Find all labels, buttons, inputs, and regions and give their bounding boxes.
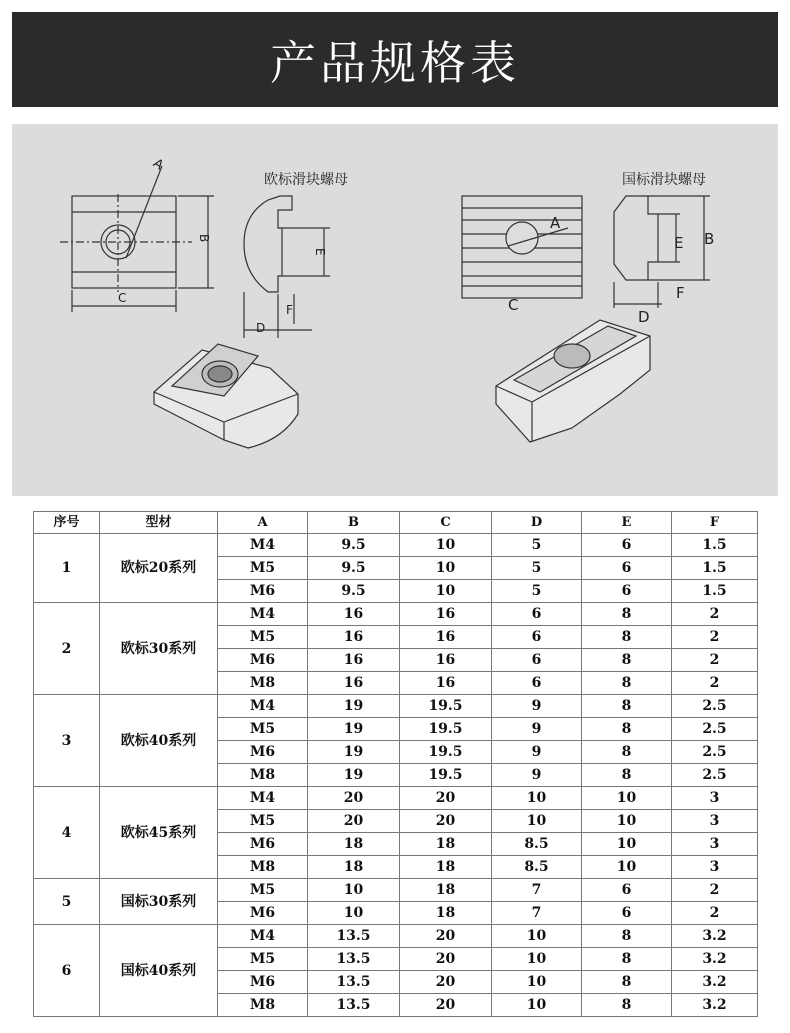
cell-c: 16 <box>400 603 492 626</box>
cell-a: M6 <box>218 971 308 994</box>
cell-b: 19 <box>308 718 400 741</box>
cell-b: 13.5 <box>308 971 400 994</box>
cell-b: 16 <box>308 603 400 626</box>
cell-e: 8 <box>582 948 672 971</box>
cell-a: M5 <box>218 879 308 902</box>
cell-c: 18 <box>400 856 492 879</box>
cell-d: 10 <box>492 994 582 1017</box>
cell-a: M8 <box>218 672 308 695</box>
dim-f-label: F <box>286 303 293 317</box>
cell-e: 10 <box>582 833 672 856</box>
cell-e: 8 <box>582 672 672 695</box>
cell-e: 10 <box>582 856 672 879</box>
cell-e: 8 <box>582 626 672 649</box>
cell-b: 16 <box>308 672 400 695</box>
cell-b: 9.5 <box>308 580 400 603</box>
group-number: 6 <box>34 925 100 1017</box>
cell-f: 3 <box>672 856 758 879</box>
eu-label: 欧标滑块螺母 <box>264 172 348 188</box>
cn-dim-a-label: A <box>550 214 561 232</box>
cn-dim-e-label: E <box>674 234 684 252</box>
cell-b: 18 <box>308 856 400 879</box>
group-profile-type: 国标30系列 <box>100 879 218 925</box>
cell-c: 20 <box>400 810 492 833</box>
cell-c: 16 <box>400 626 492 649</box>
cell-d: 5 <box>492 534 582 557</box>
table-row <box>34 534 758 557</box>
cell-a: M5 <box>218 948 308 971</box>
cell-a: M5 <box>218 626 308 649</box>
cell-a: M4 <box>218 534 308 557</box>
cell-d: 8.5 <box>492 856 582 879</box>
cell-e: 8 <box>582 695 672 718</box>
dim-a-label: A <box>150 155 167 174</box>
cell-c: 19.5 <box>400 764 492 787</box>
cell-c: 10 <box>400 580 492 603</box>
cell-f: 3.2 <box>672 948 758 971</box>
page-title: 产品规格表 <box>270 35 520 90</box>
table-row <box>34 695 758 718</box>
dim-c-label: C <box>118 291 127 305</box>
cell-a: M8 <box>218 856 308 879</box>
cell-a: M6 <box>218 649 308 672</box>
cell-a: M6 <box>218 741 308 764</box>
cell-e: 8 <box>582 971 672 994</box>
eu-front-view <box>60 166 214 312</box>
cell-c: 20 <box>400 948 492 971</box>
cell-f: 3.2 <box>672 971 758 994</box>
dim-e-label: E <box>313 248 327 256</box>
group-profile-type: 国标40系列 <box>100 925 218 1017</box>
cell-a: M4 <box>218 925 308 948</box>
cell-f: 2 <box>672 626 758 649</box>
col-header-no: 序号 <box>34 512 100 534</box>
cell-a: M5 <box>218 810 308 833</box>
cell-e: 8 <box>582 994 672 1017</box>
cell-d: 6 <box>492 603 582 626</box>
cell-d: 9 <box>492 695 582 718</box>
cell-f: 2.5 <box>672 741 758 764</box>
cell-d: 10 <box>492 810 582 833</box>
cell-d: 10 <box>492 948 582 971</box>
cell-d: 7 <box>492 879 582 902</box>
cell-e: 6 <box>582 534 672 557</box>
cell-c: 20 <box>400 971 492 994</box>
cell-d: 10 <box>492 787 582 810</box>
cell-f: 2 <box>672 649 758 672</box>
cell-f: 3.2 <box>672 925 758 948</box>
cell-b: 10 <box>308 879 400 902</box>
cell-b: 16 <box>308 626 400 649</box>
cell-e: 6 <box>582 879 672 902</box>
dim-b-label: B <box>197 234 211 243</box>
cn-dim-d-label: D <box>638 308 650 326</box>
cn-dim-f-label: F <box>676 284 685 302</box>
cell-f: 2 <box>672 879 758 902</box>
cell-c: 16 <box>400 649 492 672</box>
cell-a: M4 <box>218 787 308 810</box>
cell-f: 2.5 <box>672 695 758 718</box>
cell-f: 1.5 <box>672 534 758 557</box>
cell-f: 3 <box>672 787 758 810</box>
cell-b: 9.5 <box>308 557 400 580</box>
cell-f: 3 <box>672 833 758 856</box>
col-header-e: E <box>582 512 672 534</box>
cell-a: M6 <box>218 902 308 925</box>
group-number: 2 <box>34 603 100 695</box>
cell-a: M6 <box>218 580 308 603</box>
cell-c: 20 <box>400 994 492 1017</box>
group-profile-type: 欧标20系列 <box>100 534 218 603</box>
cell-d: 7 <box>492 902 582 925</box>
col-header-type: 型材 <box>100 512 218 534</box>
cell-a: M5 <box>218 718 308 741</box>
cell-a: M4 <box>218 603 308 626</box>
table-row <box>34 879 758 902</box>
cell-d: 9 <box>492 718 582 741</box>
cell-e: 8 <box>582 925 672 948</box>
dim-d-label: D <box>256 321 266 335</box>
group-number: 5 <box>34 879 100 925</box>
cell-c: 16 <box>400 672 492 695</box>
cell-a: M8 <box>218 764 308 787</box>
cell-c: 18 <box>400 879 492 902</box>
cell-b: 19 <box>308 764 400 787</box>
cell-f: 2.5 <box>672 764 758 787</box>
cell-e: 6 <box>582 580 672 603</box>
cell-e: 8 <box>582 718 672 741</box>
eu-3d-view <box>154 344 298 448</box>
cell-b: 9.5 <box>308 534 400 557</box>
group-profile-type: 欧标40系列 <box>100 695 218 787</box>
cn-front-view <box>462 196 582 298</box>
cell-f: 1.5 <box>672 580 758 603</box>
cell-d: 6 <box>492 649 582 672</box>
cell-e: 8 <box>582 649 672 672</box>
cell-b: 13.5 <box>308 948 400 971</box>
cell-f: 2 <box>672 603 758 626</box>
cell-c: 20 <box>400 787 492 810</box>
cell-c: 19.5 <box>400 695 492 718</box>
cell-b: 16 <box>308 649 400 672</box>
cell-d: 9 <box>492 741 582 764</box>
col-header-a: A <box>218 512 308 534</box>
spec-table <box>33 511 758 1017</box>
cell-b: 13.5 <box>308 994 400 1017</box>
col-header-d: D <box>492 512 582 534</box>
cell-d: 8.5 <box>492 833 582 856</box>
t-nut-drawing <box>12 124 778 496</box>
cell-c: 20 <box>400 925 492 948</box>
cn-3d-view <box>496 320 650 442</box>
cell-d: 6 <box>492 672 582 695</box>
cell-e: 8 <box>582 603 672 626</box>
cell-f: 2.5 <box>672 718 758 741</box>
table-row <box>34 925 758 948</box>
cell-c: 19.5 <box>400 741 492 764</box>
col-header-f: F <box>672 512 758 534</box>
group-profile-type: 欧标45系列 <box>100 787 218 879</box>
cell-b: 13.5 <box>308 925 400 948</box>
cell-a: M5 <box>218 557 308 580</box>
cell-b: 10 <box>308 902 400 925</box>
cell-b: 20 <box>308 787 400 810</box>
group-number: 3 <box>34 695 100 787</box>
cell-e: 10 <box>582 787 672 810</box>
group-number: 1 <box>34 534 100 603</box>
cell-a: M8 <box>218 994 308 1017</box>
cell-d: 5 <box>492 557 582 580</box>
cell-b: 20 <box>308 810 400 833</box>
cell-d: 6 <box>492 626 582 649</box>
cell-f: 3 <box>672 810 758 833</box>
cell-f: 2 <box>672 672 758 695</box>
cell-d: 10 <box>492 971 582 994</box>
diagram-panel <box>12 124 778 496</box>
cell-e: 10 <box>582 810 672 833</box>
cell-f: 2 <box>672 902 758 925</box>
cell-d: 9 <box>492 764 582 787</box>
cell-e: 6 <box>582 902 672 925</box>
cn-side-view <box>614 196 710 308</box>
cell-f: 1.5 <box>672 557 758 580</box>
cell-d: 10 <box>492 925 582 948</box>
cn-label: 国标滑块螺母 <box>622 172 706 188</box>
cell-b: 19 <box>308 741 400 764</box>
table-row <box>34 787 758 810</box>
cell-c: 18 <box>400 902 492 925</box>
cell-c: 10 <box>400 557 492 580</box>
cn-dim-b-label: B <box>704 230 715 248</box>
cell-e: 8 <box>582 764 672 787</box>
cell-f: 3.2 <box>672 994 758 1017</box>
group-profile-type: 欧标30系列 <box>100 603 218 695</box>
cell-c: 18 <box>400 833 492 856</box>
cell-e: 6 <box>582 557 672 580</box>
col-header-c: C <box>400 512 492 534</box>
col-header-b: B <box>308 512 400 534</box>
cell-d: 5 <box>492 580 582 603</box>
cell-b: 18 <box>308 833 400 856</box>
cn-dim-c-label: C <box>508 296 519 314</box>
cell-a: M4 <box>218 695 308 718</box>
group-number: 4 <box>34 787 100 879</box>
cell-c: 10 <box>400 534 492 557</box>
cell-e: 8 <box>582 741 672 764</box>
cell-a: M6 <box>218 833 308 856</box>
cell-b: 19 <box>308 695 400 718</box>
title-banner <box>12 12 778 107</box>
table-row <box>34 603 758 626</box>
header-row <box>34 512 758 534</box>
cell-c: 19.5 <box>400 718 492 741</box>
